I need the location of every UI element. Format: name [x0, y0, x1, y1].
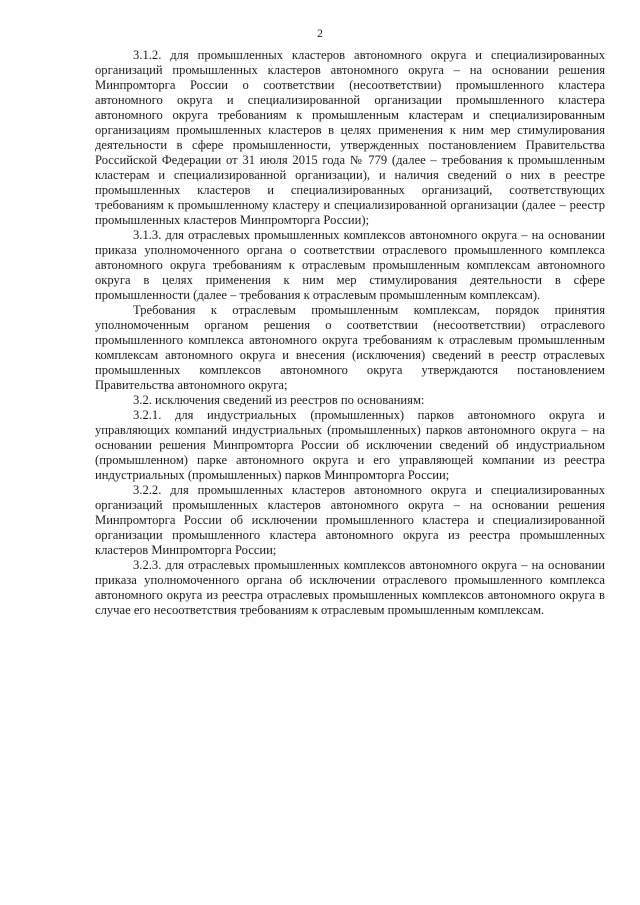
paragraph-3-2-1: 3.2.1. для индустриальных (промышленных) парков автономного округа и управляющих компаний индустриальных (промышленных) парков автономного округа – на основании решения Минпромторга России об исключении сведений об индустриальном (промышленном) парке автономного округа и его управляющей компании из реестра индустриальных (промышленных) парков Минпромторга России;: [95, 408, 605, 482]
paragraph-3-2: 3.2. исключения сведений из реестров по основаниям:: [133, 393, 425, 407]
page-number: 2: [317, 28, 323, 40]
paragraph-3-1-3: 3.1.3. для отраслевых промышленных комплексов автономного округа – на основании приказа уполномоченного органа о соответствии отраслевого промышленного комплекса автономного округа требованиям к отраслевым промышленным комплексам автономного округа в целях применения к ним мер стимулирования деятельности в сфере промышленности (далее – требования к отраслевым промышленным комплексам).: [95, 228, 605, 302]
paragraph-3-2-3: 3.2.3. для отраслевых промышленных комплексов автономного округа – на основании приказа уполномоченного органа об исключении отраслевого промышленного комплекса автономного округа из реестра отраслевых промышленных комплексов автономного округа в случае его несоответствия требованиям к отраслевым промышленным комплексам.: [95, 558, 605, 617]
paragraph-requirements: Требования к отраслевым промышленным комплексам, порядок принятия уполномоченным органом решения о соответствии (несоответствии) отраслевого промышленного комплекса автономного округа требованиям к отраслевым промышленным комплексам автономного округа и внесения (исключения) сведений в реестр отраслевых промышленных комплексов автономного округа утверждаются постановлением Правительства автономного округа;: [95, 303, 605, 392]
paragraph-3-1-2: 3.1.2. для промышленных кластеров автономного округа и специализированных организаций промышленных кластеров автономного округа – на основании решения Минпромторга России о соответствии (несоответствии) промышленного кластера автономного округа и специализированной организации промышленного кластера автономного округа требованиям к промышленным кластерам и специализированным организациям промышленных кластеров в целях применения к ним мер стимулирования деятельности в сфере промышленности, утвержденных постановлением Правительства Российской Федерации от 31 июля 2015 года № 779 (далее – требования к промышленным кластерам и специализированной организации), и наличия сведений о них в реестре промышленных кластеров и специализированных организаций, соответствующих требованиям к промышленному кластеру и специализированной организации (далее – реестр промышленных кластеров Минпромторга России);: [95, 48, 605, 227]
paragraph-3-2-2: 3.2.2. для промышленных кластеров автономного округа и специализированных организаций промышленных кластеров автономного округа – на основании решения Минпромторга России об исключении промышленного кластера и специализированной организации промышленного кластера автономного округа из реестра промышленных кластеров Минпромторга России;: [95, 483, 605, 557]
document-body: [95, 48, 605, 618]
